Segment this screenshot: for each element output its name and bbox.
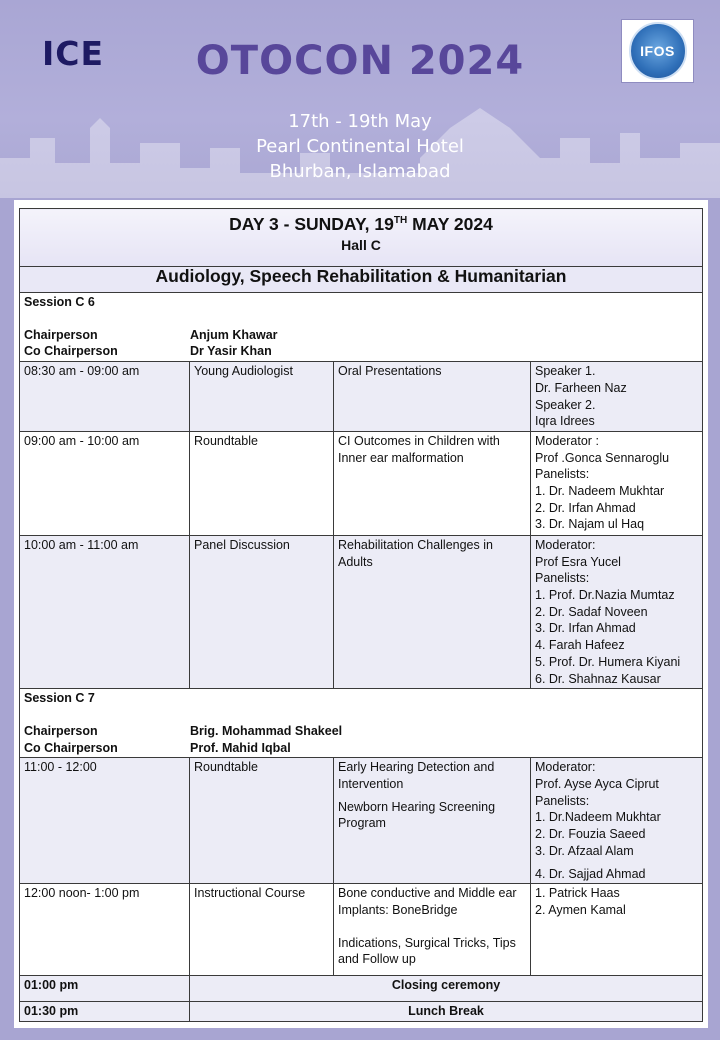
schedule-sheet — [14, 200, 708, 1028]
people-cell: Moderator : Prof .Gonca Sennaroglu Panelists: 1. Dr. Nadeem Mukhtar 2. Dr. Irfan Ahmad 3. Dr. Najam ul Haq — [531, 431, 703, 535]
time-cell: 10:00 am - 11:00 am — [20, 535, 190, 688]
topic-cell: Bone conductive and Middle ear Implants: BoneBridge Indications, Surgical Tricks, Tips and Follow up — [334, 884, 531, 976]
time-cell: 08:30 am - 09:00 am — [20, 362, 190, 432]
lunch-time: 01:30 pm — [20, 1002, 190, 1022]
people-cell: Moderator: Prof Esra Yucel Panelists: 1. Prof. Dr.Nazia Mumtaz 2. Dr. Sadaf Noveen 3. Dr. Irfan Ahmad 4. Farah Hafeez 5. Prof. Dr. Humera Kiyani 6. Dr. Shahnaz Kausar — [531, 535, 703, 688]
chairperson-name: Brig. Mohammad Shakeel — [190, 723, 343, 738]
people-cell: Moderator: Prof. Ayse Ayca Ciprut Panelists: 1. Dr.Nadeem Mukhtar 2. Dr. Fouzia Saeed 3. Dr. Afzaal Alam 4. Dr. Sajjad Ahmad — [531, 758, 703, 884]
schedule-row — [20, 758, 703, 884]
schedule-row — [20, 535, 703, 688]
ifos-globe-icon — [629, 22, 687, 80]
header-banner — [0, 0, 720, 198]
ifos-logo — [621, 19, 694, 83]
people-cell: Speaker 1. Dr. Farheen Naz Speaker 2. Iqra Idrees — [531, 362, 703, 432]
lunch-event: Lunch Break — [190, 1002, 703, 1022]
schedule-table — [19, 208, 703, 1022]
topic-cell: Early Hearing Detection and Intervention Newborn Hearing Screening Program — [334, 758, 531, 884]
day-header-row — [20, 209, 703, 267]
session-name: Session C 7 — [24, 691, 95, 706]
session-c6-cell — [20, 293, 703, 362]
hall-name: Hall C — [341, 236, 381, 253]
chairperson-label: Chairperson — [24, 723, 98, 738]
time-cell: 12:00 noon- 1:00 pm — [20, 884, 190, 976]
day-title: DAY 3 - SUNDAY, 19TH MAY 2024 — [229, 213, 493, 234]
closing-row — [20, 976, 703, 1002]
session-c7-header — [20, 689, 703, 758]
topic-cell: CI Outcomes in Children with Inner ear malformation — [334, 431, 531, 535]
co-chairperson-name: Prof. Mahid Iqbal — [190, 740, 291, 755]
chairperson-name: Anjum Khawar — [190, 327, 278, 342]
conference-dates: 17th - 19th May — [288, 111, 432, 132]
conference-venue: Pearl Continental Hotel — [256, 136, 464, 157]
topic-cell: Oral Presentations — [334, 362, 531, 432]
lunch-row — [20, 1002, 703, 1022]
schedule-row — [20, 884, 703, 976]
conference-location: Bhurban, Islamabad — [269, 161, 451, 182]
closing-event: Closing ceremony — [190, 976, 703, 1002]
closing-time: 01:00 pm — [20, 976, 190, 1002]
schedule-row — [20, 362, 703, 432]
ice-logo: ICE — [42, 34, 105, 73]
time-cell: 09:00 am - 10:00 am — [20, 431, 190, 535]
time-cell: 11:00 - 12:00 — [20, 758, 190, 884]
session-c6-header — [20, 293, 703, 362]
day-header-cell — [20, 209, 703, 267]
co-chairperson-label: Co Chairperson — [24, 344, 118, 359]
session-name: Session C 6 — [24, 295, 95, 309]
track-title-row — [20, 267, 703, 293]
session-c7-cell — [20, 689, 703, 758]
co-chairperson-name: Dr Yasir Khan — [190, 344, 272, 359]
schedule-row — [20, 431, 703, 535]
people-cell: 1. Patrick Haas 2. Aymen Kamal — [531, 884, 703, 976]
ifos-logo-text: IFOS — [640, 43, 675, 59]
track-title: Audiology, Speech Rehabilitation & Humanitarian — [20, 267, 703, 293]
co-chairperson-label: Co Chairperson — [24, 740, 118, 755]
format-cell: Instructional Course — [190, 884, 334, 976]
format-cell: Roundtable — [190, 431, 334, 535]
chairperson-label: Chairperson — [24, 327, 98, 342]
topic-cell: Rehabilitation Challenges in Adults — [334, 535, 531, 688]
format-cell: Young Audiologist — [190, 362, 334, 432]
conference-title: OTOCON 2024 — [195, 38, 525, 84]
format-cell: Roundtable — [190, 758, 334, 884]
format-cell: Panel Discussion — [190, 535, 334, 688]
